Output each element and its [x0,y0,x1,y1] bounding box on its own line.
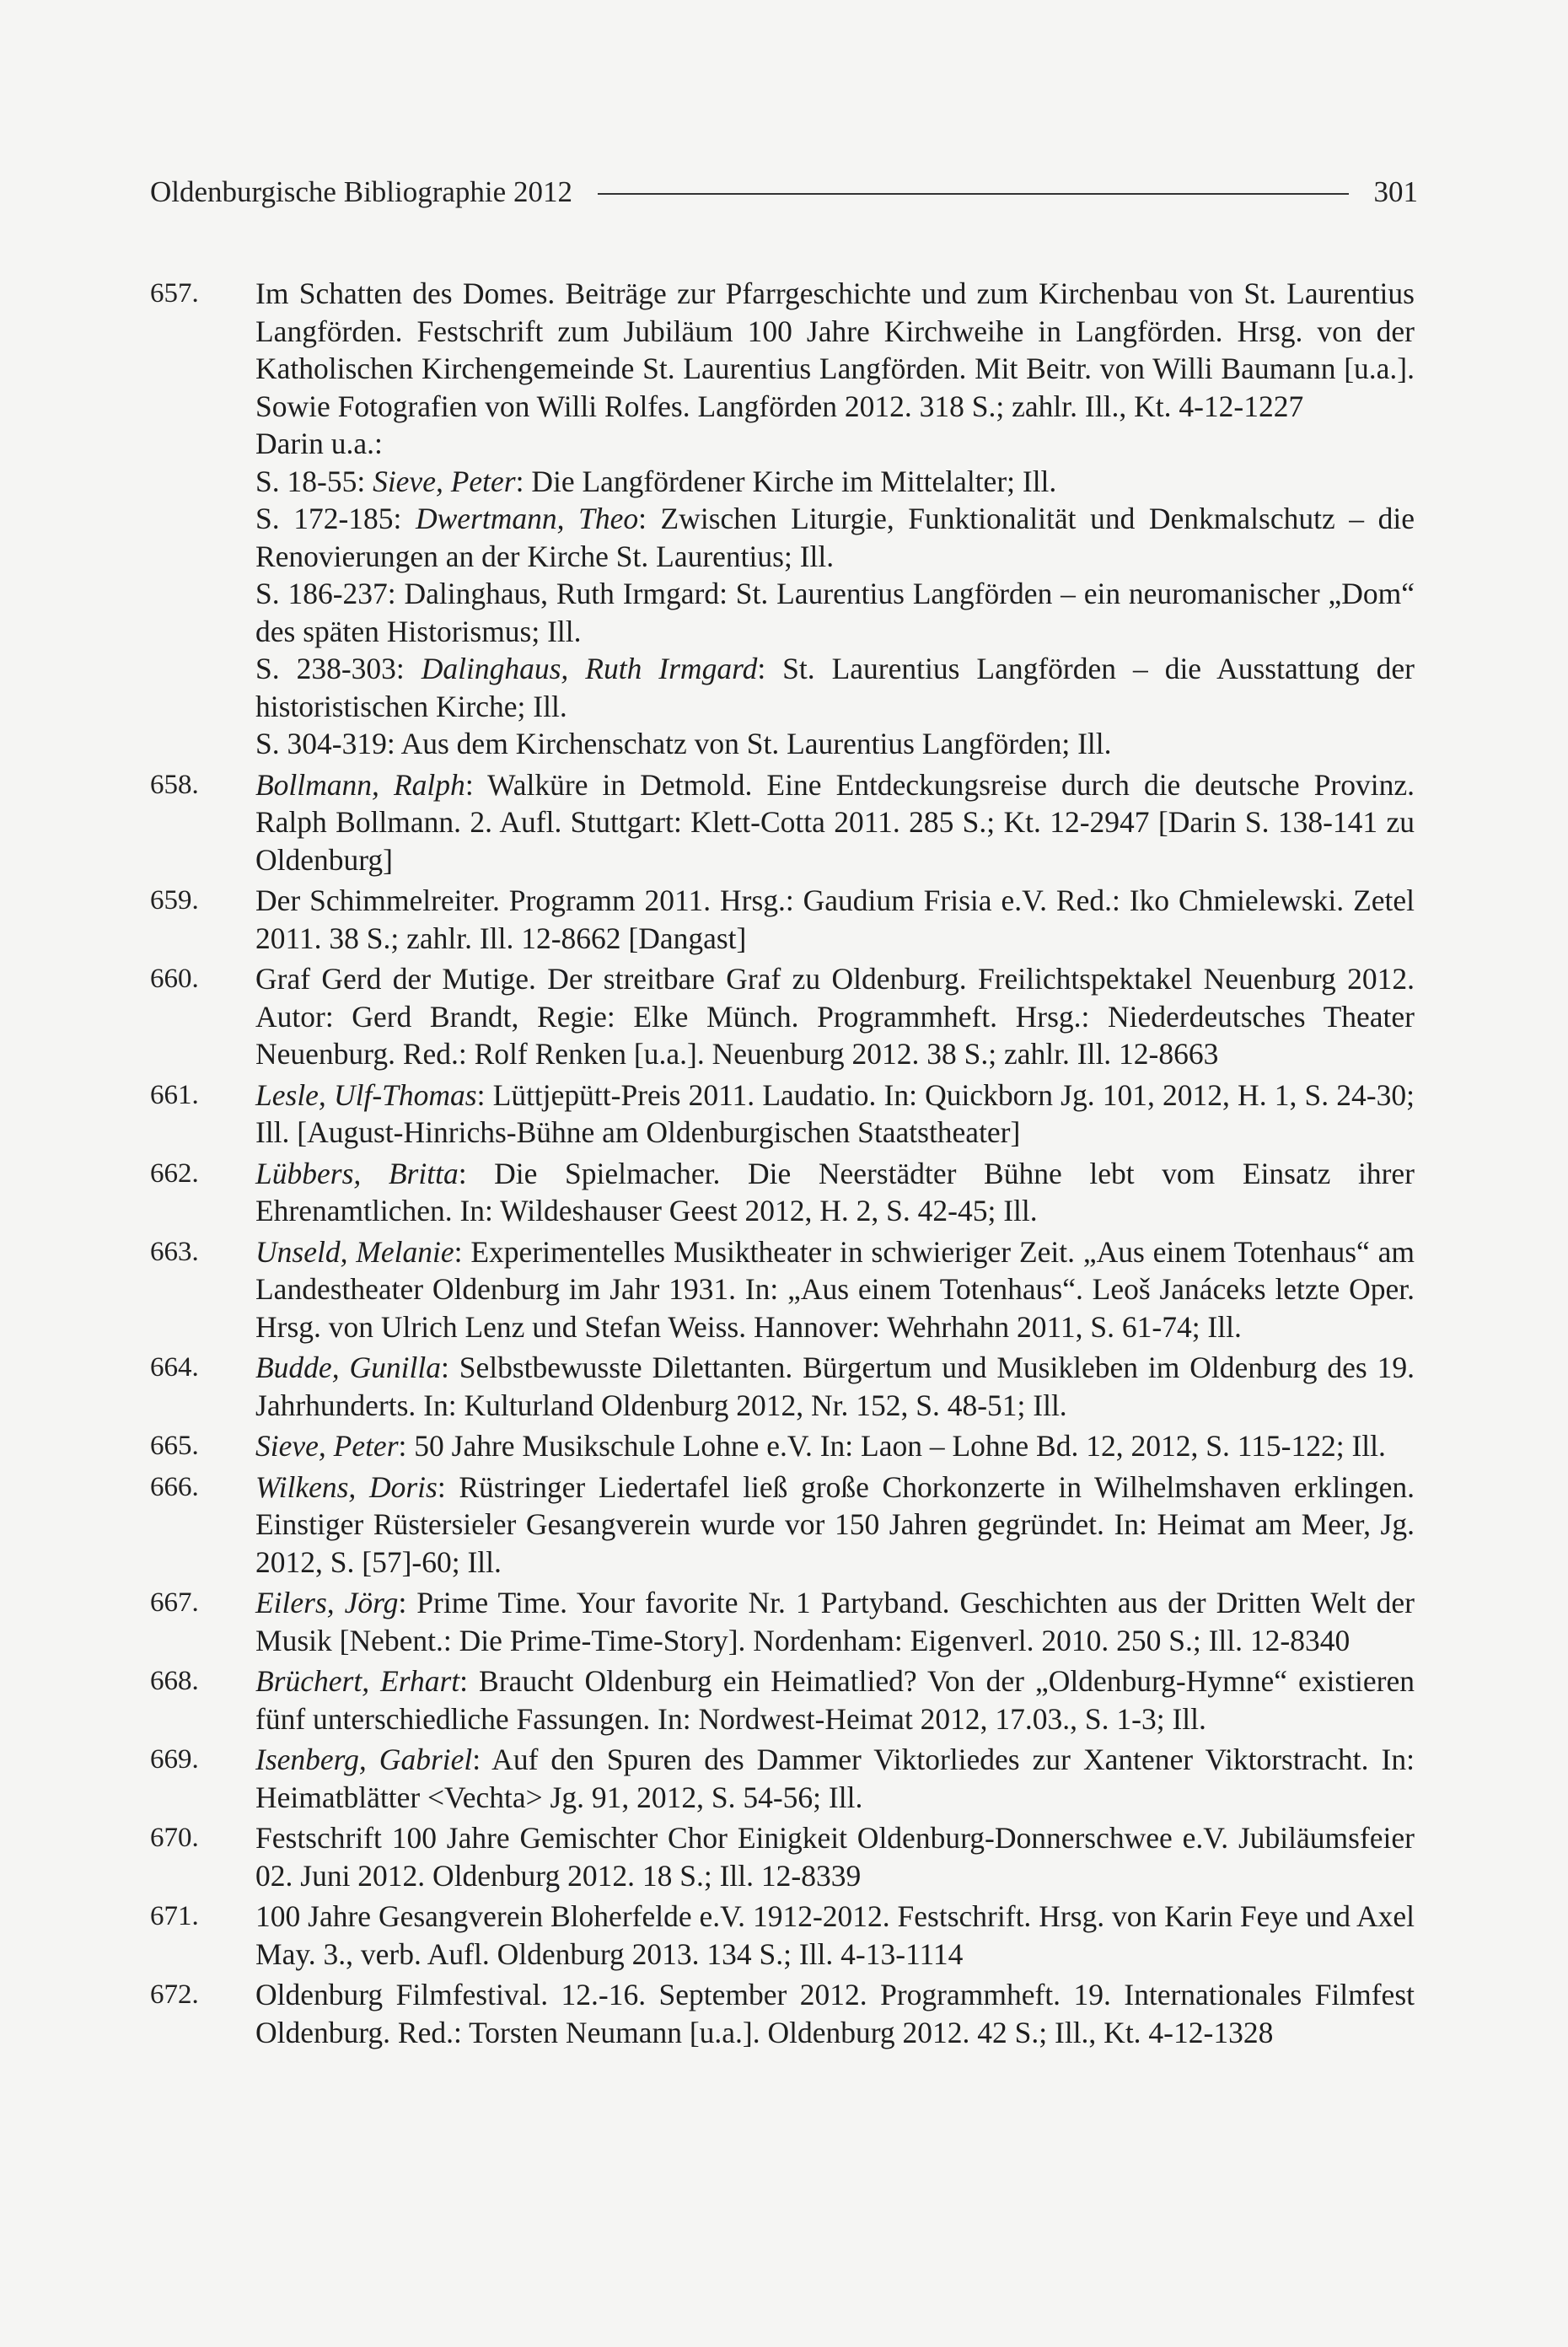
bibliography-entry [150,1741,1415,1816]
bibliography-entry [150,1976,1415,2051]
entry-number: 672. [150,1979,199,2010]
entry-author: Brüchert, Erhart [255,1664,460,1698]
item-pages: S. 172-185: [255,502,416,535]
entry-author: Budde, Gunilla [255,1351,441,1384]
item-pages: S. 186-237: [255,577,405,610]
entry-text [255,960,1415,1073]
entry-text [255,1077,1415,1152]
item-text: : St. Laurentius Langförden – die Ausstattung der historistischen Kirche; Ill. [255,652,1415,723]
item-author: Dalinghaus, Ruth Irmgard [421,652,758,685]
contents-item [255,463,1415,501]
entry-number: 658. [150,769,199,800]
entry-body: Festschrift 100 Jahre Gemischter Chor Einigkeit Oldenburg-Donnerschwee e.V. Jubiläumsfeier 02. Juni 2012. Oldenburg 2012. 18 S.; Ill. 12-8339 [255,1821,1415,1893]
entry-text [255,1469,1415,1582]
item-text: : Die Langfördener Kirche im Mittelalter; Ill. [515,464,1057,498]
entry-number: 666. [150,1471,199,1502]
page-number: 301 [1373,175,1418,208]
entry-body: Graf Gerd der Mutige. Der streitbare Graf zu Oldenburg. Freilichtspektakel Neuenburg 2012. Autor: Gerd Brandt, Regie: Elke Münch. Programmheft. Hrsg.: Niederdeutsches Theater Neuenburg. Red.: Rolf Renken [u.a.]. Neuenburg 2012. 38 S.; zahlr. Ill. 12-8663 [255,962,1415,1071]
item-text: Aus dem Kirchenschatz von St. Laurentius Langförden; Ill. [400,727,1112,760]
item-text: : Zwischen Liturgie, Funktionalität und Denkmalschutz – die Renovierungen an der Kirche St. Laurentius; Ill. [255,502,1415,573]
entry-number: 670. [150,1823,199,1853]
contents-label: Darin u.a.: [255,427,383,460]
entry-body: : Braucht Oldenburg ein Heimatlied? Von der „Oldenburg-Hymne“ existieren fünf unterschiedliche Fassungen. In: Nordwest-Heimat 2012, 17.03., S. 1-3; Ill. [255,1664,1415,1736]
entry-text [255,1898,1415,1973]
bibliography-entry [150,1077,1415,1152]
bibliography-entry [150,1155,1415,1230]
entry-text [255,1662,1415,1737]
entry-number: 659. [150,885,199,916]
contents-item [255,650,1415,725]
bibliography-entry [150,1349,1415,1424]
entry-text [255,1741,1415,1816]
entry-body: : Selbstbewusste Dilettanten. Bürgertum und Musikleben im Oldenburg des 19. Jahrhunderts. In: Kulturland Oldenburg 2012, Nr. 152, S. 48-51; Ill. [255,1351,1415,1422]
entry-author: Lübbers, Britta [255,1156,459,1190]
contents-list [255,425,1415,763]
running-head [150,175,1418,209]
entry-number: 665. [150,1431,199,1461]
entry-text [255,1584,1415,1659]
entry-text [255,1427,1415,1465]
item-pages: S. 18-55: [255,464,373,498]
entry-text: Im Schatten des Domes. Beiträge zur Pfarrgeschichte und zum Kirchenbau von St. Laurentius Langförden. Festschrift zum Jubiläum 100 Jahre Kirchweihe in Langförden. Hrsg. von der Katholischen Kirchengemeinde St. Laurentius Langförden. Mit Beitr. von Willi Baumann [u.a.]. Sowie Fotografien von Willi Rolfes. Langförden 2012. 318 S.; zahlr. Ill., Kt. 4-12-1227 [255,277,1415,423]
bibliography-entry [150,1898,1415,1973]
entry-body: Oldenburg Filmfestival. 12.-16. September 2012. Programmheft. 19. Internationales Filmfest Oldenburg. Red.: Torsten Neumann [u.a.]. Oldenburg 2012. 42 S.; Ill., Kt. 4-12-1328 [255,1978,1415,2049]
entry-number: 664. [150,1352,199,1383]
item-pages: S. 238-303: [255,652,422,685]
entry-author: Bollmann, Ralph [255,767,465,802]
entry-body: : Die Spielmacher. Die Neerstädter Bühne lebt vom Einsatz ihrer Ehrenamtlichen. In: Wildeshauser Geest 2012, H. 2, S. 42-45; Ill. [255,1156,1415,1227]
entry-number: 657. [150,278,199,309]
entry-number: 663. [150,1236,199,1267]
entry-author: Sieve, Peter [255,1429,399,1463]
bibliography-entry [150,1662,1415,1737]
entry-text [255,1233,1415,1346]
bibliography-entry [150,882,1415,957]
running-head-rule [598,193,1349,195]
entry-text [255,1819,1415,1894]
contents-item [255,575,1415,650]
bibliography-entry [150,1819,1415,1894]
entry-author: Lesle, Ulf-Thomas [255,1077,477,1112]
entry-body: : Lüttjepütt-Preis 2011. Laudatio. In: Quickborn Jg. 101, 2012, H. 1, S. 24-30; Ill. [August-Hinrichs-Bühne am Oldenburgischen Staatstheater] [255,1077,1415,1149]
entry-number: 669. [150,1744,199,1775]
entry-number: 668. [150,1666,199,1696]
bibliography-entry [150,1427,1415,1465]
bibliography-entry [150,766,1415,879]
entry-text [255,882,1415,957]
entry-author: Isenberg, Gabriel [255,1743,473,1776]
entry-number: 671. [150,1901,199,1931]
entry-text [255,766,1415,879]
entry-body: 100 Jahre Gesangverein Bloherfelde e.V. 1912-2012. Festschrift. Hrsg. von Karin Feye und Axel May. 3., verb. Aufl. Oldenburg 2013. 134 S.; Ill. 4-13-1114 [255,1899,1415,1971]
item-pages: S. 304-319: [255,727,401,760]
item-author: Sieve, Peter [373,464,516,498]
entry-text [255,1976,1415,2051]
entry-author: Wilkens, Doris [255,1469,438,1504]
entry-body: : Rüstringer Liedertafel ließ große Chorkonzerte in Wilhelmshaven erklingen. Einstiger Rüstersieler Gesangverein wurde vor 150 Jahren gegründet. In: Heimat am Meer, Jg. 2012, S. [57]-60; Ill. [255,1469,1415,1579]
entry-text [255,1349,1415,1424]
entry-number: 662. [150,1157,199,1189]
entry-number: 660. [150,964,199,994]
entry-author: Unseld, Melanie [255,1234,454,1269]
running-head-title: Oldenburgische Bibliographie 2012 [150,175,572,208]
bibliography-entry [150,275,1415,763]
bibliography-list [150,275,1415,2054]
bibliography-entry [150,1469,1415,1582]
entry-author: Eilers, Jörg [255,1586,399,1619]
entry-number: 661. [150,1079,199,1110]
entry-body: : 50 Jahre Musikschule Lohne e.V. In: Laon – Lohne Bd. 12, 2012, S. 115-122; Ill. [398,1429,1386,1463]
entry-body: : Walküre in Detmold. Eine Entdeckungsreise durch die deutsche Provinz. Ralph Bollmann. 2. Aufl. Stuttgart: Klett-Cotta 2011. 285 S.; Kt. 12-2947 [Darin S. 138-141 zu Oldenburg] [255,767,1415,877]
bibliography-entry [150,1584,1415,1659]
entry-body: : Experimentelles Musiktheater in schwieriger Zeit. „Aus einem Totenhaus“ am Landestheater Oldenburg im Jahr 1931. In: „Aus einem Totenhaus“. Leoš Janáceks letzte Oper. Hrsg. von Ulrich Lenz und Stefan Weiss. Hannover: Wehrhahn 2011, S. 61-74; Ill. [255,1234,1415,1344]
contents-item [255,725,1415,763]
contents-item [255,500,1415,575]
entry-number: 667. [150,1587,199,1618]
bibliography-entry [150,1233,1415,1346]
entry-body: Der Schimmelreiter. Programm 2011. Hrsg.: Gaudium Frisia e.V. Red.: Iko Chmielewski. Zetel 2011. 38 S.; zahlr. Ill. 12-8662 [Dangast] [255,883,1415,955]
item-author: Dwertmann, Theo [415,502,639,535]
item-text: Dalinghaus, Ruth Irmgard: St. Laurentius Langförden – ein neuromanischer „Dom“ des späten Historismus; Ill. [255,577,1415,648]
entry-body: : Auf den Spuren des Dammer Viktorliedes zur Xantener Viktorstracht. In: Heimatblätter <Vechta> Jg. 91, 2012, S. 54-56; Ill. [255,1743,1415,1814]
entry-text [255,1155,1415,1230]
bibliography-entry [150,960,1415,1073]
entry-body: : Prime Time. Your favorite Nr. 1 Partyband. Geschichten aus der Dritten Welt der Musik [Nebent.: Die Prime-Time-Story]. Nordenham: Eigenverl. 2010. 250 S.; Ill. 12-8340 [255,1586,1415,1657]
